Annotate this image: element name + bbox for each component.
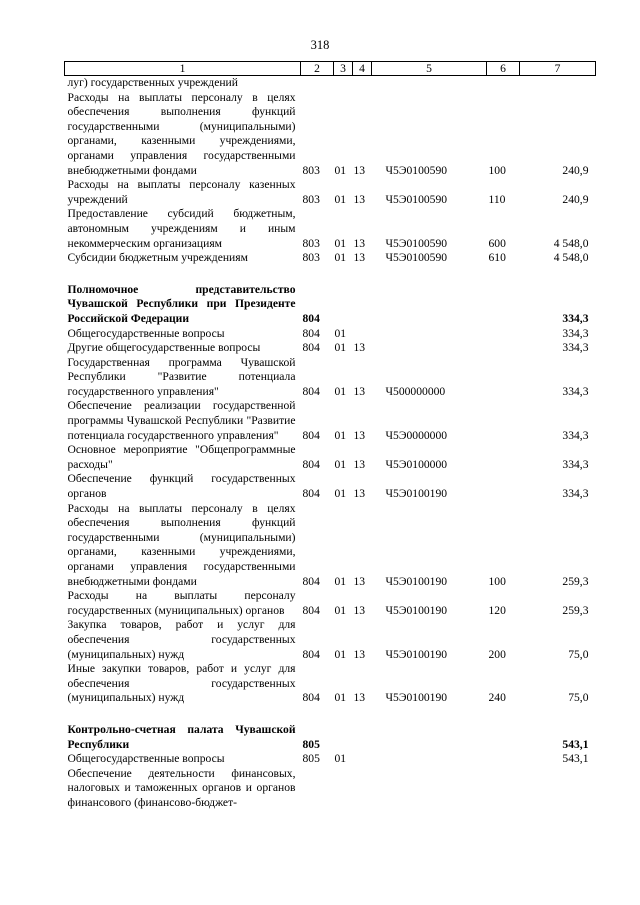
row-subsection: 13 — [353, 236, 366, 250]
row-expense-type — [487, 752, 520, 767]
row-amount: 334,3 — [562, 428, 589, 442]
row-expense-type — [487, 723, 520, 752]
row-subsection: 13 — [353, 251, 366, 265]
row-name: Расходы на выплаты персоналу государственных (муниципальных) органов — [67, 589, 296, 617]
row-name: Государственная программа Чувашской Республики "Развитие потенциала государственного управления" — [67, 355, 296, 398]
row-target-item — [372, 752, 487, 767]
row-subsection: 13 — [353, 428, 366, 442]
table-row — [65, 662, 596, 706]
table-row — [65, 91, 596, 179]
row-subsection: 13 — [353, 163, 366, 177]
row-section: 01 — [334, 603, 347, 617]
row-subsection: 13 — [353, 487, 366, 501]
row-subsection: 13 — [353, 384, 366, 398]
row-name: Общегосударственные вопросы — [67, 326, 225, 340]
row-section: 01 — [334, 163, 347, 177]
row-section: 01 — [334, 251, 347, 265]
row-admin-code — [301, 76, 334, 91]
table-row — [65, 618, 596, 662]
row-section — [334, 283, 353, 327]
column-header-target-item: 5 — [372, 62, 487, 76]
row-section — [334, 723, 353, 752]
row-section: 01 — [334, 326, 347, 340]
row-admin-code: 803 — [302, 236, 320, 250]
row-expense-type — [487, 767, 520, 811]
row-admin-code: 804 — [302, 384, 320, 398]
row-subsection — [353, 767, 372, 811]
table-row — [65, 327, 596, 342]
table-row — [65, 207, 596, 251]
row-expense-type: 610 — [488, 251, 506, 265]
row-spacer — [65, 706, 596, 723]
row-name: Расходы на выплаты персоналу казенных учреждений — [67, 178, 296, 206]
row-section: 01 — [334, 341, 347, 355]
row-admin-code: 803 — [302, 192, 320, 206]
row-target-item: Ч5Э0100590 — [385, 192, 448, 206]
row-name: Иные закупки товаров, работ и услуг для обеспечения государственных (муниципальных) нужд — [67, 662, 296, 705]
row-target-item: Ч5Э0100190 — [385, 574, 448, 588]
row-admin-code: 805 — [302, 737, 320, 751]
row-target-item — [372, 283, 487, 327]
row-name: Обеспечение деятельности финансовых, налоговых и таможенных органов и органов финансового (финансово-бюджет- — [67, 766, 296, 809]
row-admin-code: 804 — [302, 341, 320, 355]
row-amount: 334,3 — [562, 326, 589, 340]
table-row — [65, 443, 596, 472]
row-admin-code: 804 — [302, 457, 320, 471]
row-amount: 334,3 — [562, 384, 589, 398]
row-section — [334, 76, 353, 91]
row-expense-type — [487, 283, 520, 327]
row-target-item: Ч5Э0100190 — [385, 691, 448, 705]
spacer-cell — [65, 266, 596, 283]
table-row — [65, 502, 596, 590]
row-expense-type — [487, 341, 520, 356]
row-amount: 334,3 — [562, 341, 589, 355]
row-section: 01 — [334, 384, 347, 398]
column-header-admin: 2 — [301, 62, 334, 76]
row-section: 01 — [334, 457, 347, 471]
row-amount: 75,0 — [568, 691, 589, 705]
row-amount: 334,3 — [562, 311, 589, 325]
row-admin-code: 804 — [302, 603, 320, 617]
row-target-item — [372, 327, 487, 342]
row-name: Предоставление субсидий бюджетным, автономным учреждениям и иным некоммерческим организациям — [67, 207, 296, 250]
row-name: Другие общегосударственные вопросы — [67, 341, 261, 355]
row-subsection: 13 — [353, 647, 366, 661]
row-target-item: Ч5Э0100190 — [385, 647, 448, 661]
row-section: 01 — [334, 192, 347, 206]
row-subsection: 13 — [353, 603, 366, 617]
row-admin-code — [301, 767, 334, 811]
row-expense-type: 100 — [488, 163, 506, 177]
row-admin-code: 803 — [302, 251, 320, 265]
row-name: Обеспечение функций государственных органов — [67, 472, 296, 501]
row-name: Полномочное представительство Чувашской Республики при Президенте Российской Федерации — [67, 282, 296, 325]
row-name: Расходы на выплаты персоналу в целях обеспечения выполнения функций государственными (муниципальными) органами, казенными учреждениями, органами управления государственными внебюджетными фондами — [67, 501, 296, 588]
row-subsection: 13 — [353, 574, 366, 588]
row-amount — [520, 76, 596, 91]
row-admin-code: 804 — [302, 428, 320, 442]
row-section: 01 — [334, 428, 347, 442]
row-amount: 75,0 — [568, 647, 589, 661]
row-section — [334, 767, 353, 811]
row-admin-code: 803 — [302, 163, 320, 177]
table-row — [65, 472, 596, 501]
row-admin-code: 805 — [302, 752, 320, 766]
page-number: 318 — [310, 38, 330, 52]
row-expense-type: 240 — [488, 691, 506, 705]
row-target-item: Ч5Э0100190 — [385, 603, 448, 617]
row-target-item — [372, 341, 487, 356]
row-expense-type: 120 — [488, 603, 506, 617]
row-section: 01 — [334, 691, 347, 705]
row-subsection: 13 — [353, 457, 366, 471]
row-amount: 4 548,0 — [553, 236, 589, 250]
row-name: луг) государственных учреждений — [67, 76, 238, 89]
row-amount — [520, 767, 596, 811]
row-subsection — [353, 327, 372, 342]
table-row-section-header — [65, 723, 596, 752]
row-expense-type: 100 — [488, 574, 506, 588]
row-subsection: 13 — [353, 691, 366, 705]
row-expense-type — [487, 76, 520, 91]
row-section: 01 — [334, 487, 347, 501]
row-expense-type — [487, 327, 520, 342]
row-amount: 259,3 — [562, 574, 589, 588]
table-row — [65, 399, 596, 443]
row-subsection — [353, 76, 372, 91]
row-section: 01 — [334, 752, 347, 766]
row-expense-type: 600 — [488, 236, 506, 250]
row-admin-code: 804 — [302, 487, 320, 501]
row-amount: 4 548,0 — [553, 251, 589, 265]
row-subsection: 13 — [353, 192, 366, 206]
row-expense-type: 200 — [488, 647, 506, 661]
table-body — [65, 76, 596, 811]
row-amount: 334,3 — [562, 487, 589, 501]
row-target-item — [372, 723, 487, 752]
row-subsection: 13 — [353, 341, 366, 355]
table-row — [65, 767, 596, 811]
table-row — [65, 356, 596, 400]
column-header-section: 3 — [334, 62, 353, 76]
row-target-item: Ч500000000 — [385, 384, 446, 398]
row-name: Общегосударственные вопросы — [67, 752, 225, 766]
column-header-name: 1 — [65, 62, 301, 76]
column-header-amount: 7 — [520, 62, 596, 76]
row-name: Обеспечение реализации государственной программы Чувашской Республики "Развитие потенциала государственного управления" — [67, 399, 296, 442]
row-expense-type — [487, 399, 520, 443]
row-name: Субсидии бюджетным учреждениям — [67, 251, 248, 265]
row-target-item: Ч5Э0000000 — [385, 428, 448, 442]
row-target-item — [372, 76, 487, 91]
row-amount: 240,9 — [562, 163, 589, 177]
row-subsection — [353, 723, 372, 752]
row-admin-code: 804 — [302, 326, 320, 340]
row-target-item: Ч5Э0100190 — [385, 487, 448, 501]
row-expense-type — [487, 472, 520, 501]
row-target-item: Ч5Э0100590 — [385, 236, 448, 250]
table-row — [65, 589, 596, 618]
row-name: Закупка товаров, работ и услуг для обеспечения государственных (муниципальных) нужд — [67, 618, 296, 661]
row-section: 01 — [334, 574, 347, 588]
row-section: 01 — [334, 236, 347, 250]
row-admin-code: 804 — [302, 647, 320, 661]
row-expense-type: 110 — [488, 192, 506, 206]
row-target-item — [372, 767, 487, 811]
table-row — [65, 341, 596, 356]
row-target-item: Ч5Э0100000 — [385, 457, 448, 471]
table-row — [65, 76, 596, 91]
row-spacer — [65, 266, 596, 283]
row-expense-type — [487, 356, 520, 400]
row-name: Расходы на выплаты персоналу в целях обеспечения выполнения функций государственными (муниципальными) органами, казенными учреждениями, органами управления государственными внебюджетными фондами — [67, 90, 296, 177]
table-header — [65, 62, 596, 76]
column-header-subsection: 4 — [353, 62, 372, 76]
row-name: Основное мероприятие "Общепрограммные расходы" — [67, 443, 296, 471]
table-row-section-header — [65, 283, 596, 327]
row-subsection — [353, 283, 372, 327]
table-row — [65, 752, 596, 767]
row-name: Контрольно-счетная палата Чувашской Республики — [67, 722, 296, 751]
table-row — [65, 251, 596, 266]
row-admin-code: 804 — [302, 311, 320, 325]
row-amount: 240,9 — [562, 192, 589, 206]
budget-table — [64, 61, 596, 811]
row-expense-type — [487, 443, 520, 472]
table-row — [65, 178, 596, 207]
row-target-item: Ч5Э0100590 — [385, 163, 448, 177]
row-amount: 259,3 — [562, 603, 589, 617]
row-admin-code: 804 — [302, 574, 320, 588]
row-amount: 543,1 — [562, 737, 589, 751]
column-header-expense-type: 6 — [487, 62, 520, 76]
row-section: 01 — [334, 647, 347, 661]
row-admin-code: 804 — [302, 691, 320, 705]
row-amount: 543,1 — [562, 752, 589, 766]
row-target-item: Ч5Э0100590 — [385, 251, 448, 265]
row-subsection — [353, 752, 372, 767]
row-amount: 334,3 — [562, 457, 589, 471]
spacer-cell — [65, 706, 596, 723]
